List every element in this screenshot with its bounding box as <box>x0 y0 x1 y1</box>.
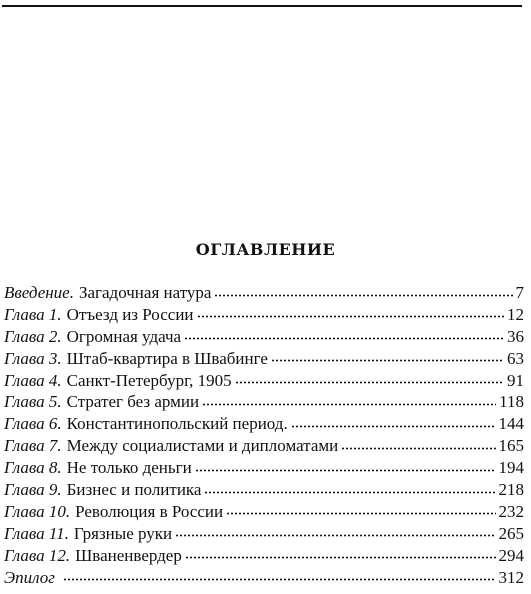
toc-title: ОГЛАВЛЕНИЕ <box>195 240 336 259</box>
top-rule-divider <box>2 5 522 7</box>
toc-entry <box>4 523 524 545</box>
toc-entry <box>4 326 524 348</box>
toc-entry-page: 36 <box>507 326 524 346</box>
toc-entry-title: Революция в России <box>75 501 224 521</box>
toc-entry-page: 218 <box>498 480 524 500</box>
toc-entry <box>4 348 524 370</box>
toc-entry-label: Эпилог <box>4 567 55 587</box>
toc-entry-title: Штаб-квартира в Швабинге <box>66 348 268 368</box>
toc-entry <box>4 304 524 326</box>
toc-entry-page: 265 <box>498 523 524 543</box>
toc-entry-label: Глава 11. <box>4 523 69 543</box>
dot-leader <box>175 533 495 539</box>
dot-leader <box>195 467 496 473</box>
toc-entry <box>4 282 524 304</box>
toc-entry-page: 232 <box>498 501 524 521</box>
toc-entry-page: 118 <box>499 392 524 412</box>
dot-leader <box>291 423 496 429</box>
toc-entry <box>4 370 524 392</box>
toc-entry-label: Глава 1. <box>4 304 62 324</box>
toc-entry <box>4 413 524 435</box>
toc-entry-label: Глава 2. <box>4 326 62 346</box>
toc-list <box>4 282 524 588</box>
toc-entry-label: Глава 7. <box>4 436 62 456</box>
toc-entry-label: Глава 6. <box>4 414 62 434</box>
toc-entry <box>4 501 524 523</box>
toc-entry-title: Загадочная натура <box>78 283 212 302</box>
toc-entry-label: Глава 10. <box>4 501 71 521</box>
toc-entry-label: Введение. <box>4 283 74 302</box>
toc-entry-page: 144 <box>498 414 524 434</box>
dot-leader <box>202 401 496 407</box>
toc-entry-title: Санкт-Петербург, 1905 <box>66 370 232 390</box>
toc-entry-title: Стратег без армии <box>66 392 200 412</box>
toc-entry-page: 165 <box>498 436 524 456</box>
toc-entry-label: Глава 12. <box>4 545 71 565</box>
toc-entry <box>4 391 524 413</box>
toc-entry <box>4 567 524 589</box>
dot-leader <box>271 358 504 364</box>
toc-entry-page: 194 <box>498 458 524 478</box>
toc-entry-page: 63 <box>507 348 524 368</box>
toc-entry <box>4 479 524 501</box>
toc-entry-label: Глава 5. <box>4 392 62 412</box>
dot-leader <box>184 336 504 342</box>
toc-entry-title: Отъезд из России <box>66 304 194 324</box>
dot-leader <box>226 511 495 517</box>
toc-entry <box>4 545 524 567</box>
toc-entry-title: Константинопольский период. <box>66 414 288 434</box>
toc-entry <box>4 435 524 457</box>
toc-entry-title: Шваненвердер <box>75 545 182 565</box>
dot-leader <box>235 380 504 386</box>
dot-leader <box>197 314 504 320</box>
toc-entry-title: Не только деньги <box>66 458 192 478</box>
toc-entry-label: Глава 9. <box>4 480 62 500</box>
toc-entry-label: Глава 8. <box>4 458 62 478</box>
dot-leader <box>214 292 512 298</box>
dot-leader <box>204 489 495 495</box>
toc-entry <box>4 457 524 479</box>
toc-entry-page: 294 <box>498 545 524 565</box>
toc-entry-title: Между социалистами и дипломатами <box>66 436 339 456</box>
toc-entry-page: 312 <box>498 567 524 587</box>
dot-leader <box>185 555 496 561</box>
toc-entry-title: Огромная удача <box>66 326 182 346</box>
toc-entry-page: 91 <box>507 370 524 390</box>
dot-leader <box>341 445 495 451</box>
toc-entry-title: Грязные руки <box>73 523 173 543</box>
toc-entry-label: Глава 3. <box>4 348 62 368</box>
toc-entry-page: 7 <box>515 283 524 302</box>
dot-leader <box>63 577 496 583</box>
toc-entry-label: Глава 4. <box>4 370 62 390</box>
toc-entry-title: Бизнес и политика <box>66 480 202 500</box>
toc-entry-page: 12 <box>507 304 524 324</box>
